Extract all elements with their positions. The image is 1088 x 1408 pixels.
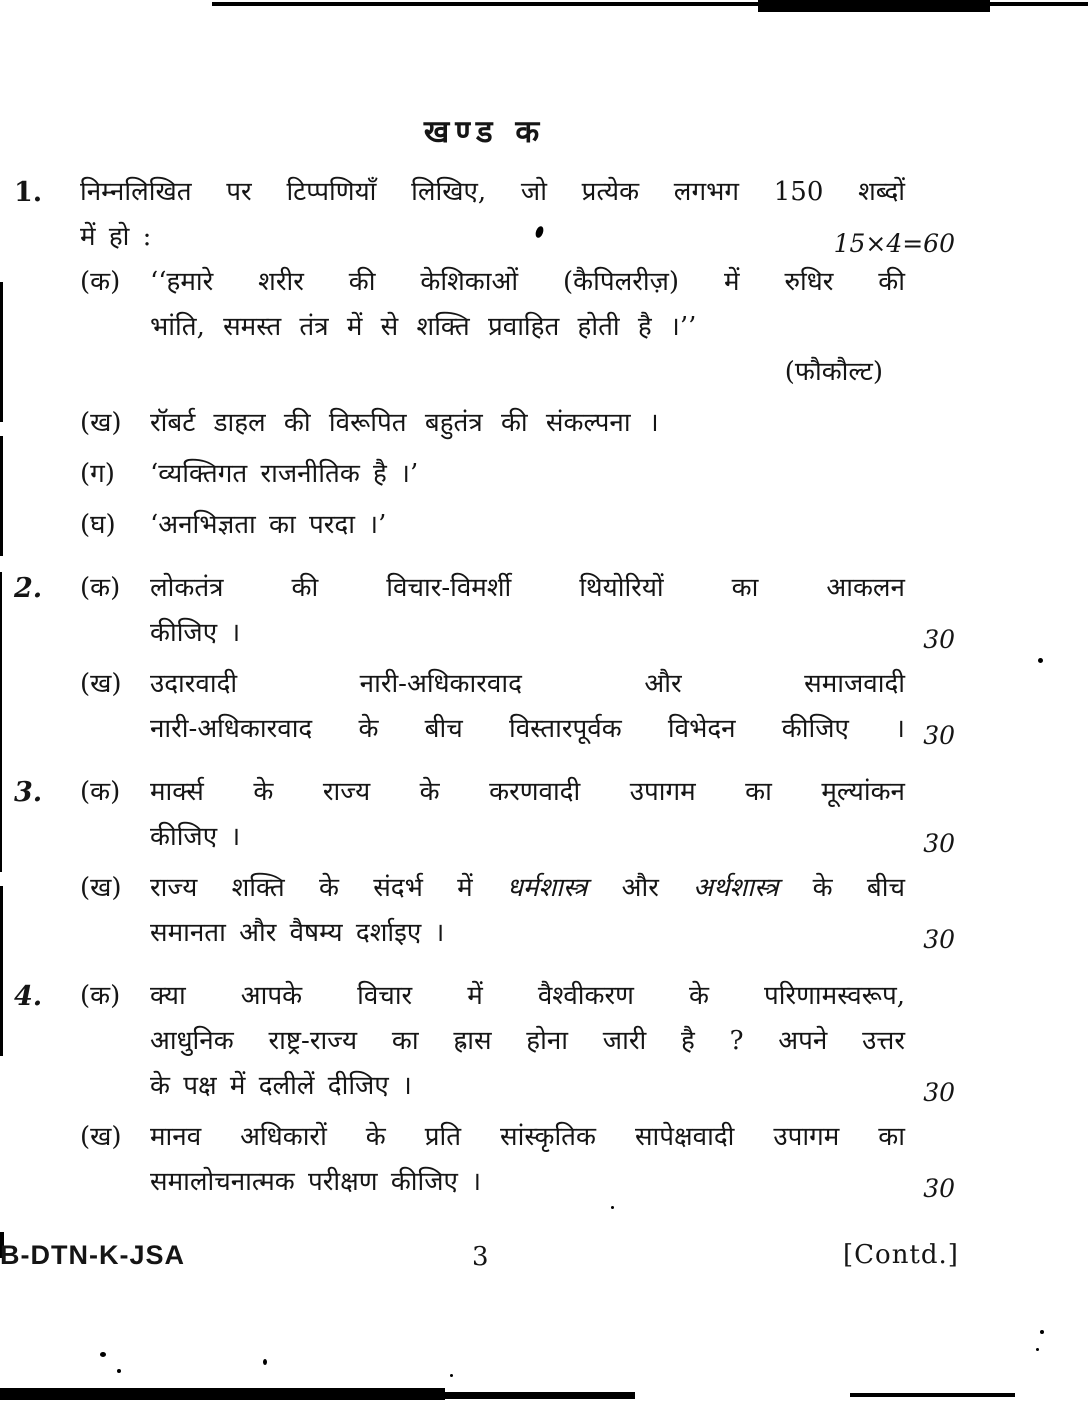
part-label: (क) [80, 267, 121, 297]
question-text-line: ‘व्यक्तिगत राजनीतिक है ।’ [150, 459, 419, 489]
text-segment: और [587, 873, 694, 903]
page-number: 3 [472, 1242, 489, 1272]
question-text-line: मानव अधिकारों के प्रति सांस्कृतिक सापेक्षवादी उपागम का [150, 1122, 905, 1152]
question-intro [80, 170, 955, 260]
question-part-a [80, 260, 955, 395]
question-text-line: आधुनिक राष्ट्र-राज्य का ह्रास होना जारी है ? अपने उत्तर [150, 1026, 905, 1056]
question-text-line: समालोचनात्मक परीक्षण कीजिए । [150, 1167, 482, 1197]
question-text-line: भांति, समस्त तंत्र में से शक्ति प्रवाहित होती है ।’’ [150, 312, 697, 342]
scan-artifact [850, 1393, 1015, 1397]
italic-term: धर्मशास्त्र [506, 873, 588, 903]
question-number: 4. [14, 981, 43, 1012]
question-2 [14, 566, 955, 752]
question-text-line: के पक्ष में दलीलें दीजिए । [150, 1071, 412, 1101]
part-label: (क) [80, 573, 121, 603]
question-number: 3. [14, 777, 43, 808]
part-label: (ग) [80, 459, 115, 489]
question-body [80, 770, 955, 956]
question-part-d [80, 503, 955, 548]
question-text-line: कीजिए । [150, 822, 241, 852]
scan-artifact [1040, 1330, 1044, 1334]
italic-term: अर्थशास्त्र [693, 873, 779, 903]
scan-artifact [0, 886, 3, 1056]
question-part-b [80, 662, 955, 752]
question-text-line: रॉबर्ट डाहल की विरूपित बहुतंत्र की संकल्पना । [150, 408, 659, 438]
scan-artifact [758, 0, 990, 12]
question-text-line: ‘अनभिज्ञता का परदा ।’ [150, 510, 387, 540]
question-1 [14, 170, 955, 548]
question-body [80, 566, 955, 752]
question-text-line: उदारवादी नारी-अधिकारवाद और समाजवादी [150, 669, 905, 699]
question-text-line: में हो : [80, 222, 152, 252]
question-part-c [80, 452, 955, 497]
question-part-b [80, 401, 955, 446]
marks-value: 30 [923, 1078, 955, 1107]
question-text-line: ‘‘हमारे शरीर की केशिकाओं (कैपिलरीज़) में रुधिर की [150, 267, 905, 297]
scan-artifact [0, 282, 3, 422]
part-label: (क) [80, 981, 121, 1011]
scan-artifact [445, 1392, 635, 1399]
section-heading: खण्ड क [423, 114, 546, 150]
question-body [80, 974, 955, 1205]
scan-artifact [611, 1206, 614, 1209]
part-label: (ख) [80, 408, 122, 438]
question-number: 1. [14, 177, 43, 208]
question-number: 2. [14, 573, 43, 604]
question-text-line [150, 866, 905, 911]
marks-value: 30 [923, 925, 955, 954]
part-label: (ख) [80, 1122, 122, 1152]
question-text-line: क्या आपके विचार में वैश्वीकरण के परिणामस्वरूप, [150, 981, 905, 1011]
text-segment: के बीच [778, 873, 905, 903]
question-text-line: मार्क्स के राज्य के करणवादी उपागम का मूल्यांकन [150, 777, 905, 807]
scan-artifact [0, 1388, 445, 1400]
question-body [80, 170, 955, 548]
question-text-line: समानता और वैषम्य दर्शाइए । [150, 918, 445, 948]
part-label: (ख) [80, 873, 122, 903]
part-label: (घ) [80, 510, 116, 540]
scan-artifact [0, 572, 2, 872]
question-part-a [80, 566, 955, 656]
text-segment: राज्य शक्ति के संदर्भ में [150, 873, 507, 903]
page-content [14, 112, 955, 1205]
quote-attribution: (फौकौल्ट) [784, 357, 883, 387]
question-text-line: कीजिए । [150, 618, 241, 648]
scan-artifact [117, 1369, 121, 1373]
question-text-line: लोकतंत्र की विचार-विमर्शी थियोरियों का आकलन [150, 573, 905, 603]
scan-artifact [100, 1352, 106, 1357]
scan-artifact [0, 436, 3, 556]
contd-label: [Contd.] [843, 1240, 959, 1270]
question-part-b [80, 866, 955, 956]
scan-artifact [95, 1391, 99, 1395]
question-part-a [80, 974, 955, 1109]
part-label: (क) [80, 777, 121, 807]
paper-code: B-DTN-K-JSA [0, 1240, 185, 1270]
scan-artifact [259, 1391, 265, 1395]
marks-value: 30 [923, 721, 955, 750]
part-label: (ख) [80, 669, 122, 699]
question-text-line: निम्नलिखित पर टिप्पणियाँ लिखिए, जो प्रत्येक लगभग 150 शब्दों [80, 177, 905, 207]
question-text-line: नारी-अधिकारवाद के बीच विस्तारपूर्वक विभेदन कीजिए । [150, 714, 905, 744]
scan-artifact [1036, 1348, 1039, 1351]
scan-artifact [263, 1359, 267, 1365]
marks-value: 30 [923, 1174, 955, 1203]
question-part-b [80, 1115, 955, 1205]
marks-value: 15×4=60 [833, 229, 955, 258]
question-part-a [80, 770, 955, 860]
marks-value: 30 [923, 625, 955, 654]
question-4 [14, 974, 955, 1205]
marks-value: 30 [923, 829, 955, 858]
scan-artifact [450, 1374, 453, 1377]
question-3 [14, 770, 955, 956]
scan-artifact [1038, 658, 1043, 663]
